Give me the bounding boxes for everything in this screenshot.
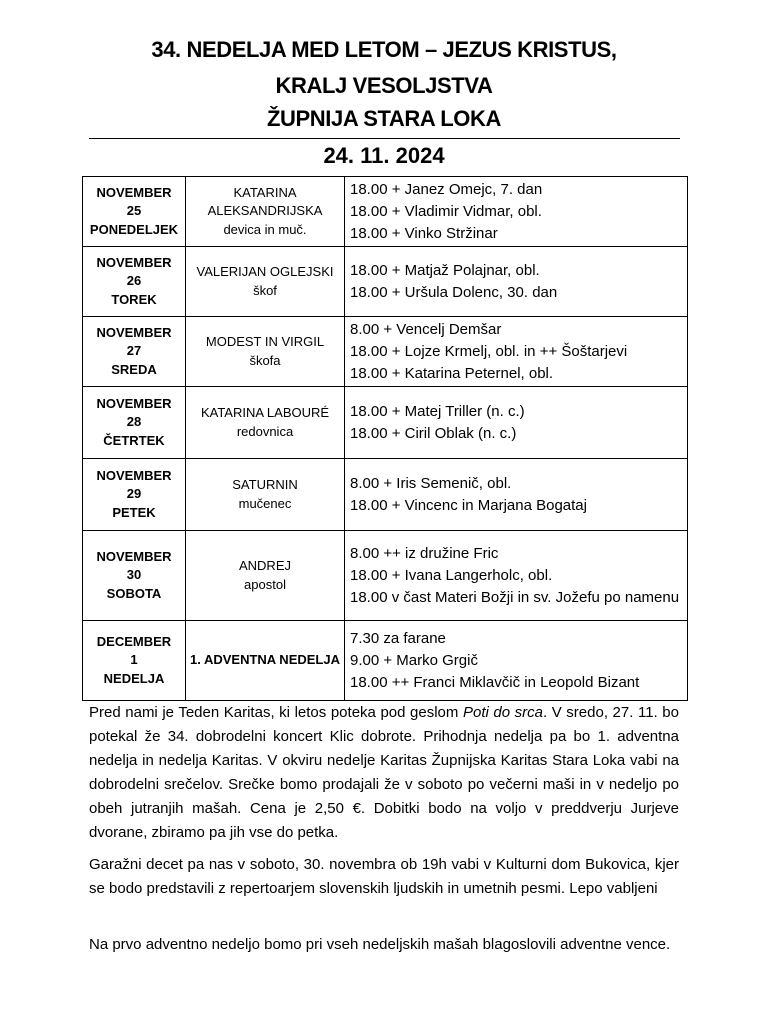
month-label: NOVEMBER: [96, 548, 172, 564]
bulletin-date: 24. 11. 2024: [323, 143, 445, 168]
saint-cell: [186, 177, 345, 247]
day-number: 29: [126, 486, 142, 502]
mass-entry: 7.30 za farane: [350, 629, 446, 647]
day-cell: [83, 531, 186, 621]
notice-advent-wreaths: Na prvo adventno nedeljo bomo pri vseh nedeljskih mašah blagoslovili adventne vence.: [89, 936, 671, 953]
notice-concert: Garažni decet pa nas v soboto, 30. novembra ob 19h vabi v Kulturni dom Bukovica, kjer se bodo predstavili z repertoarjem slovenskih ljudskih in umetnih pesmi. Lepo vabljeni: [89, 856, 679, 897]
day-cell: [83, 387, 186, 459]
saint-name: MODEST IN VIRGIL: [205, 334, 325, 349]
masses-cell: [345, 387, 688, 459]
day-number: 28: [126, 414, 142, 430]
table-row: [83, 387, 688, 459]
masses-cell: [345, 459, 688, 531]
saint-name: KATARINA ALEKSANDRIJSKA: [207, 184, 323, 219]
month-label: NOVEMBER: [96, 254, 172, 270]
mass-entry: 18.00 + Vladimir Vidmar, obl.: [350, 202, 542, 220]
saint-role: apostol: [244, 576, 286, 592]
notice-karitas: [89, 701, 679, 845]
header-divider: [89, 138, 680, 139]
mass-entry: 18.00 + Vinko Stržinar: [350, 224, 498, 242]
saint-cell: [186, 247, 345, 317]
masses-cell: [345, 177, 688, 247]
weekday-label: PETEK: [112, 504, 156, 520]
table-row: [83, 531, 688, 621]
mass-entry: 18.00 + Ivana Langerholc, obl.: [350, 566, 553, 584]
mass-entry: 18.00 + Uršula Dolenc, 30. dan: [350, 283, 558, 301]
month-label: NOVEMBER: [96, 324, 172, 340]
saint-name: ANDREJ: [238, 558, 291, 573]
month-label: NOVEMBER: [96, 467, 172, 483]
weekday-label: SREDA: [111, 361, 157, 377]
table-row: [83, 247, 688, 317]
month-label: NOVEMBER: [96, 395, 172, 411]
day-cell: [83, 459, 186, 531]
weekday-label: ČETRTEK: [103, 432, 165, 448]
mass-entry: 18.00 + Vincenc in Marjana Bogataj: [350, 496, 587, 514]
saint-name: SATURNIN: [232, 477, 298, 492]
mass-entry: 8.00 ++ iz družine Fric: [350, 544, 499, 562]
day-number: 27: [126, 343, 142, 359]
saint-role: devica in muč.: [223, 221, 307, 237]
month-label: NOVEMBER: [96, 184, 172, 200]
mass-entry: 18.00 + Katarina Peternel, obl.: [350, 364, 554, 382]
title-line-2: KRALJ VESOLJSTVA: [275, 73, 493, 98]
mass-entry: 18.00 ++ Franci Miklavčič in Leopold Bizant: [350, 673, 640, 691]
day-cell: [83, 177, 186, 247]
table-row: [83, 177, 688, 247]
mass-schedule-table: [82, 176, 688, 701]
mass-entry: 18.00 + Matjaž Polajnar, obl.: [350, 261, 540, 279]
month-label: DECEMBER: [96, 633, 172, 649]
title-line-1: 34. NEDELJA MED LETOM – JEZUS KRISTUS,: [151, 37, 617, 62]
notice-karitas-text-a: Pred nami je Teden Karitas, ki letos poteka pod geslom: [89, 704, 463, 721]
table-row: [83, 459, 688, 531]
weekday-label: SOBOTA: [106, 585, 162, 601]
mass-entry: 18.00 + Matej Triller (n. c.): [350, 402, 525, 420]
masses-cell: [345, 621, 688, 701]
day-number: 26: [126, 273, 142, 289]
mass-entry: 18.00 + Ciril Oblak (n. c.): [350, 424, 517, 442]
day-cell: [83, 317, 186, 387]
masses-cell: [345, 531, 688, 621]
mass-entry: 8.00 + Iris Semenič, obl.: [350, 474, 512, 492]
masses-cell: [345, 247, 688, 317]
table-row: [83, 317, 688, 387]
mass-entry: 9.00 + Marko Grgič: [350, 651, 478, 669]
saint-role: škofa: [249, 352, 281, 368]
campaign-slogan: Poti do srca: [462, 704, 543, 721]
saint-name: VALERIJAN OGLEJSKI: [196, 264, 334, 279]
mass-entry: 18.00 + Lojze Krmelj, obl. in ++ Šoštarjevi: [350, 342, 628, 360]
day-number: 1: [130, 652, 138, 668]
weekday-label: PONEDELJEK: [89, 221, 179, 237]
masses-cell: [345, 317, 688, 387]
saint-name: KATARINA LABOURÉ: [200, 405, 330, 420]
saint-role: škof: [253, 282, 277, 298]
saint-cell: [186, 317, 345, 387]
parish-name: ŽUPNIJA STARA LOKA: [267, 106, 501, 131]
day-cell: [83, 247, 186, 317]
mass-entry: 18.00 v čast Materi Božji in sv. Jožefu po namenu: [350, 588, 680, 606]
table-row: [83, 621, 688, 701]
mass-entry: 18.00 + Janez Omejc, 7. dan: [350, 180, 543, 198]
day-cell: [83, 621, 186, 701]
saint-cell: [186, 387, 345, 459]
saint-role: redovnica: [236, 423, 294, 439]
mass-entry: 8.00 + Vencelj Demšar: [350, 320, 502, 338]
weekday-label: NEDELJA: [103, 670, 165, 686]
saint-cell: [186, 459, 345, 531]
saint-cell: [186, 531, 345, 621]
saint-name: 1. ADVENTNA NEDELJA: [189, 652, 340, 668]
saint-role: mučenec: [238, 495, 292, 511]
day-number: 30: [126, 567, 142, 583]
notice-karitas-text-b: . V sredo, 27. 11. bo potekal že 34. dobrodelni koncert Klic dobrote. Prihodnja nedelja pa bo 1. adventna nedelja in nedelja Karitas. V okviru nedelje Karitas Župnijska Karitas Stara Loka vabi na dobrodelni srečelov. Srečke bomo prodajali že v soboto po večerni maši in v nedeljo po obeh jutranjih mašah. Cena je 2,50 €. Dobitki bodo na voljo v preddverju Jurjeve dvorane, zbiramo pa jih vse do petka.: [89, 704, 679, 841]
day-number: 25: [126, 203, 142, 219]
weekday-label: TOREK: [111, 291, 157, 307]
saint-cell: [186, 621, 345, 701]
